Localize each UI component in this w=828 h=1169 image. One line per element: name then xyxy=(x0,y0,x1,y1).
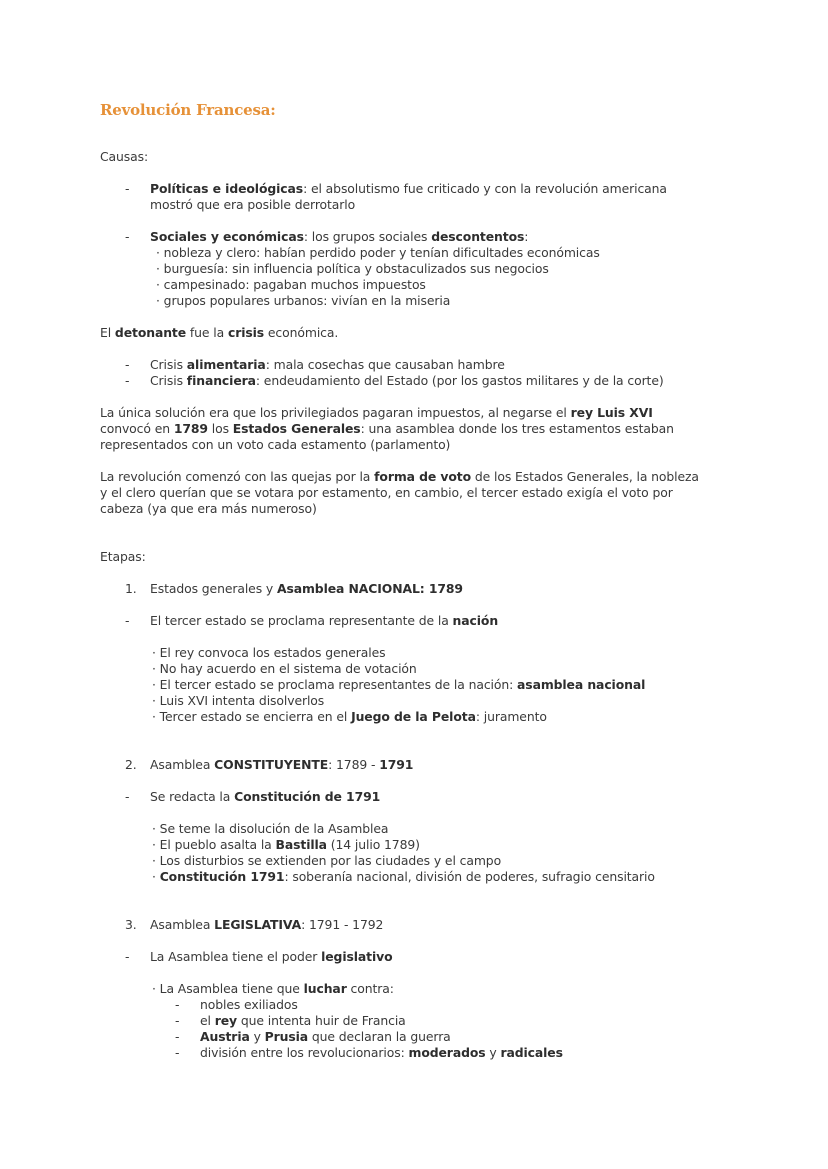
text: · xyxy=(152,869,160,884)
text: económica. xyxy=(264,325,339,340)
text: Crisis xyxy=(150,373,187,388)
bold-term: Sociales y económicas xyxy=(150,229,304,244)
bold-term: rey xyxy=(214,1013,238,1028)
text: · Tercer estado se encierra en el xyxy=(152,709,352,724)
text: El tercer estado se proclama representante de la xyxy=(150,613,453,628)
solucion-line2 xyxy=(100,421,674,437)
bold-term: moderados xyxy=(408,1045,486,1060)
bold-term: radicales xyxy=(500,1045,563,1060)
comienzo-line2: y el clero querían que se votara por estamento, en cambio, el tercer estado exigía el voto por xyxy=(100,485,673,500)
bold-term: 1791 xyxy=(379,757,414,772)
sub-item xyxy=(152,869,655,885)
text: : mala cosechas que causaban hambre xyxy=(265,357,505,372)
comienzo-line1 xyxy=(100,469,699,485)
sub-item: · Los disturbios se extienden por las ciudades y el campo xyxy=(152,853,502,868)
text: Asamblea xyxy=(150,917,215,932)
text: convocó en xyxy=(100,421,174,436)
bold-term: crisis xyxy=(227,325,265,340)
bold-term: forma de voto xyxy=(374,469,472,484)
bold-term: LEGISLATIVA xyxy=(214,917,302,932)
detonante-line xyxy=(100,325,338,341)
text: El xyxy=(100,325,115,340)
bold-term: nación xyxy=(452,613,499,628)
text: : 1791 - 1792 xyxy=(301,917,384,932)
text: los xyxy=(207,421,233,436)
text: Crisis xyxy=(150,357,187,372)
sub-item: · El rey convoca los estados generales xyxy=(152,645,386,660)
text: (14 julio 1789) xyxy=(326,837,420,852)
etapa-2-heading xyxy=(150,757,413,773)
bold-term: Constitución de 1791 xyxy=(234,789,381,804)
bold-term: detonante xyxy=(114,325,187,340)
comienzo-line3: cabeza (ya que era más numeroso) xyxy=(100,501,317,516)
text: y xyxy=(485,1045,501,1060)
causa-sociales xyxy=(150,229,528,245)
text: · El tercer estado se proclama representantes de la nación: xyxy=(152,677,518,692)
text: La única solución era que los privilegiados pagaran impuestos, al negarse el xyxy=(100,405,571,420)
bold-term: Prusia xyxy=(264,1029,309,1044)
text: : endeudamiento del Estado (por los gastos militares y de la corte) xyxy=(255,373,664,388)
bullet-dash: - xyxy=(125,357,130,372)
etapa-3-intro xyxy=(152,981,394,997)
bullet-dash: - xyxy=(175,997,180,1012)
bold-term: 1789 xyxy=(173,421,208,436)
sub-item: · No hay acuerdo en el sistema de votación xyxy=(152,661,417,676)
text: La revolución comenzó con las quejas por la xyxy=(100,469,375,484)
bullet-dash: - xyxy=(125,373,130,388)
bullet-dash: - xyxy=(125,229,130,244)
text: : xyxy=(524,229,529,244)
text: Se redacta la xyxy=(150,789,235,804)
etapa-2-sub xyxy=(150,789,380,805)
bold-term: legislativo xyxy=(321,949,393,964)
bullet-dash: - xyxy=(125,789,130,804)
bold-term: Austria xyxy=(200,1029,250,1044)
text: · La Asamblea tiene que xyxy=(152,981,304,996)
bold-term: Estados Generales xyxy=(232,421,361,436)
sub-item xyxy=(152,677,645,693)
solucion-line3: representados con un voto cada estamento (parlamento) xyxy=(100,437,451,452)
etapa-3-heading xyxy=(150,917,383,933)
document-title: Revolución Francesa: xyxy=(100,101,276,119)
sub-item: · campesinado: pagaban muchos impuestos xyxy=(156,277,426,292)
bullet-dash: - xyxy=(175,1045,180,1060)
sub-item: · grupos populares urbanos: vivían en la miseria xyxy=(156,293,451,308)
crisis-alimentaria xyxy=(150,357,505,373)
bullet-dash: - xyxy=(175,1013,180,1028)
text: fue la xyxy=(186,325,228,340)
sub-item: nobles exiliados xyxy=(200,997,298,1012)
causa-politicas xyxy=(150,181,667,197)
solucion-line1 xyxy=(100,405,653,421)
text: que declaran la guerra xyxy=(308,1029,451,1044)
text: : los grupos sociales xyxy=(303,229,432,244)
bold-term: CONSTITUYENTE xyxy=(214,757,329,772)
etapa-1-heading xyxy=(150,581,463,597)
sub-item: · Se teme la disolución de la Asamblea xyxy=(152,821,389,836)
sub-item xyxy=(200,1029,451,1045)
bold-term: Bastilla xyxy=(275,837,327,852)
sub-item xyxy=(200,1013,406,1029)
sub-item xyxy=(152,837,420,853)
causa-politicas-line2: mostró que era posible derrotarlo xyxy=(150,197,356,212)
text: · El pueblo asalta la xyxy=(152,837,276,852)
sub-item xyxy=(152,709,547,725)
text: que intenta huir de Francia xyxy=(237,1013,406,1028)
crisis-financiera xyxy=(150,373,664,389)
list-number: 3. xyxy=(125,917,137,932)
text: Estados generales y xyxy=(150,581,277,596)
bold-term: rey Luis XVI xyxy=(570,405,653,420)
sub-item xyxy=(200,1045,563,1061)
etapa-1-sub xyxy=(150,613,498,629)
text: : 1789 - xyxy=(328,757,380,772)
text: división entre los revolucionarios: xyxy=(200,1045,409,1060)
bullet-dash: - xyxy=(125,181,130,196)
bold-term: Políticas e ideológicas xyxy=(150,181,304,196)
text: de los Estados Generales, la nobleza xyxy=(471,469,699,484)
text: : soberanía nacional, división de poderes, sufragio censitario xyxy=(284,869,655,884)
bullet-dash: - xyxy=(125,949,130,964)
bold-term: Asamblea NACIONAL: 1789 xyxy=(276,581,463,596)
bullet-dash: - xyxy=(125,613,130,628)
bold-term: descontentos xyxy=(431,229,525,244)
text: La Asamblea tiene el poder xyxy=(150,949,322,964)
text: : una asamblea donde los tres estamentos estaban xyxy=(360,421,674,436)
etapa-3-sub xyxy=(150,949,393,965)
text: : el absolutismo fue criticado y con la revolución americana xyxy=(303,181,667,196)
text: : juramento xyxy=(475,709,547,724)
bold-term: Constitución 1791 xyxy=(159,869,285,884)
text: Asamblea xyxy=(150,757,215,772)
text: contra: xyxy=(346,981,394,996)
list-number: 2. xyxy=(125,757,137,772)
bold-term: alimentaria xyxy=(186,357,266,372)
etapas-heading: Etapas: xyxy=(100,549,146,564)
sub-item: · burguesía: sin influencia política y obstaculizados sus negocios xyxy=(156,261,549,276)
sub-item: · Luis XVI intenta disolverlos xyxy=(152,693,325,708)
bold-term: financiera xyxy=(186,373,256,388)
causas-heading: Causas: xyxy=(100,149,149,164)
sub-item: · nobleza y clero: habían perdido poder y tenían dificultades económicas xyxy=(156,245,600,260)
bold-term: asamblea nacional xyxy=(517,677,646,692)
bold-term: luchar xyxy=(303,981,347,996)
list-number: 1. xyxy=(125,581,137,596)
bold-term: Juego de la Pelota xyxy=(351,709,476,724)
bullet-dash: - xyxy=(175,1029,180,1044)
text: el xyxy=(200,1013,215,1028)
text: y xyxy=(249,1029,265,1044)
